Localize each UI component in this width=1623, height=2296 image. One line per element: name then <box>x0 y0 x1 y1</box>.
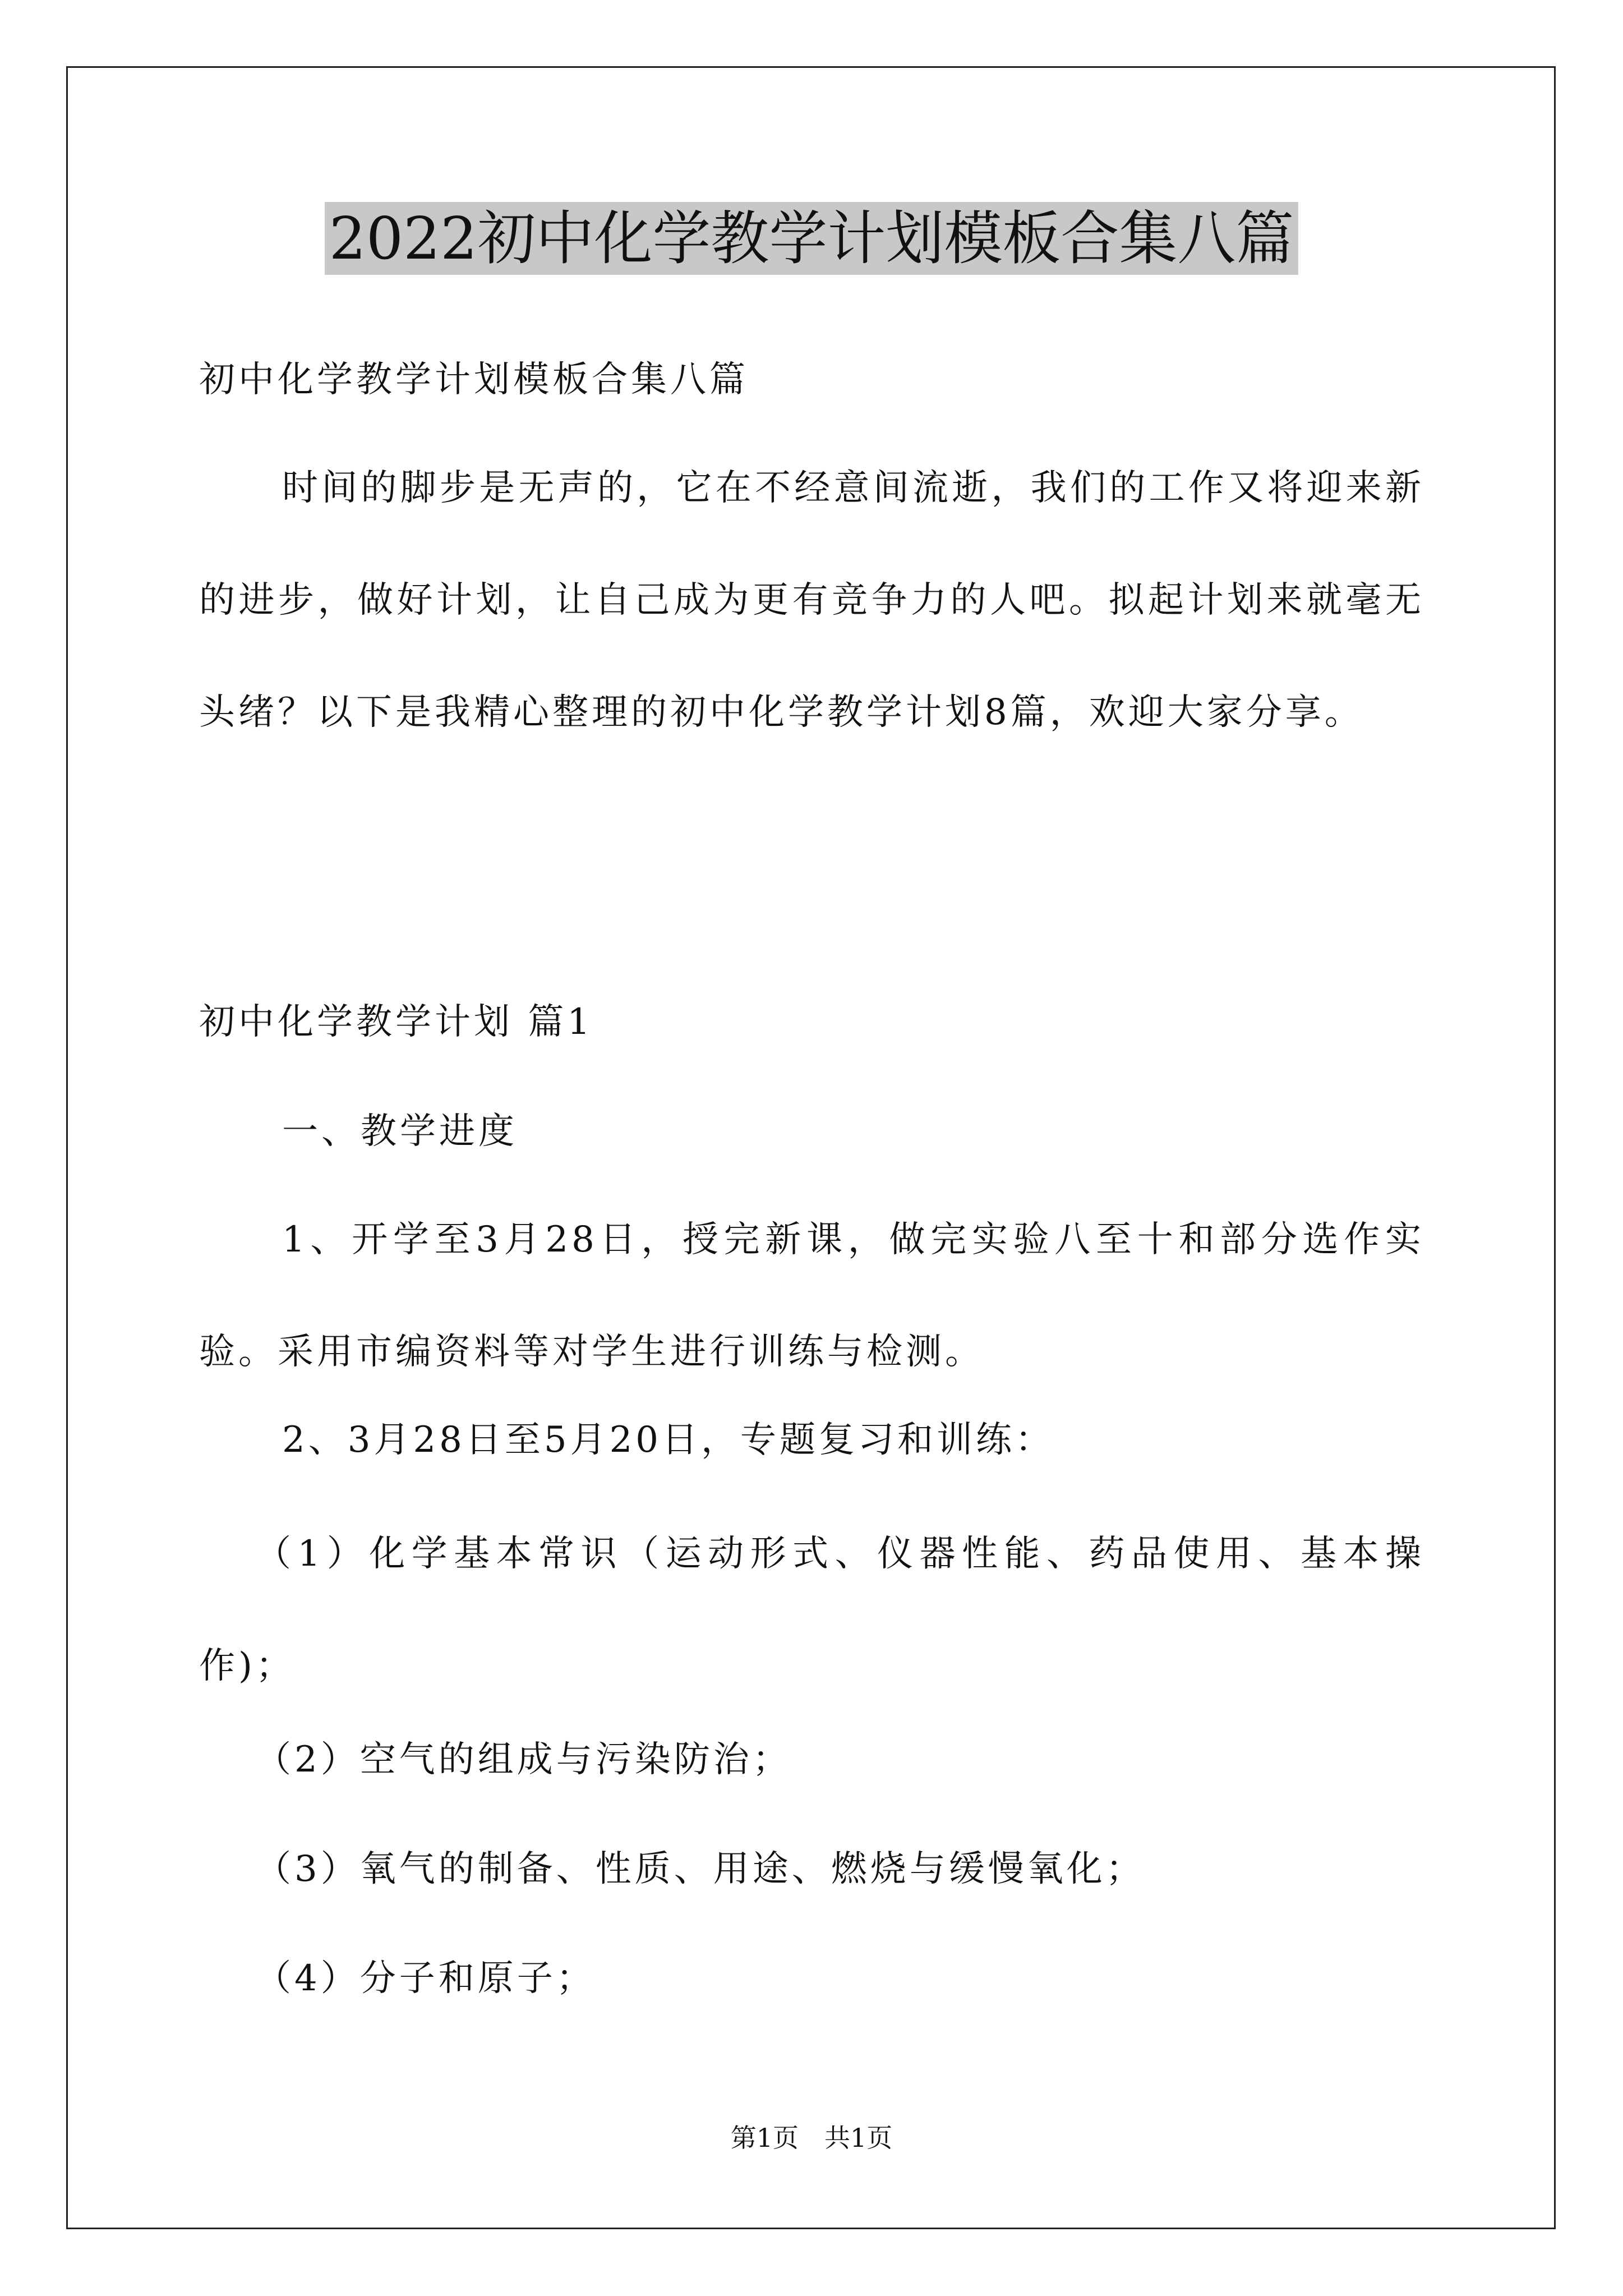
document-subtitle: 初中化学教学计划模板合集八篇 <box>199 359 749 401</box>
part-heading: 一、教学进度 <box>282 1111 518 1152</box>
review-topic-2: （2）空气的组成与污染防治； <box>255 1739 792 1780</box>
document-title-text: 2022初中化学教学计划模板合集八篇 <box>325 202 1299 275</box>
review-topic-3: （3）氧气的制备、性质、用途、燃烧与缓慢氧化； <box>255 1848 1145 1890</box>
progress-item-1: 1、开学至3月28日，授完新课，做完实验八至十和部分选作实验。采用市编资料等对学生进行训练与检测。 <box>199 1219 1424 1373</box>
progress-item-2: 2、3月28日至5月20日，专题复习和训练： <box>282 1419 1055 1461</box>
document-title <box>0 199 1623 278</box>
review-topic-4: （4）分子和原子； <box>255 1958 596 1999</box>
review-topic-1: （1）化学基本常识（运动形式、仪器性能、药品使用、基本操作)； <box>199 1533 1424 1687</box>
intro-paragraph: 时间的脚步是无声的，它在不经意间流逝，我们的工作又将迎来新的进步，做好计划，让自己成为更有竞争力的人吧。拟起计划来就毫无头绪？以下是我精心整理的初中化学教学计划8篇，欢迎大家分享。 <box>199 467 1424 733</box>
section-heading: 初中化学教学计划 篇1 <box>199 1001 594 1043</box>
page-footer: 第1页 共1页 <box>730 2123 893 2153</box>
